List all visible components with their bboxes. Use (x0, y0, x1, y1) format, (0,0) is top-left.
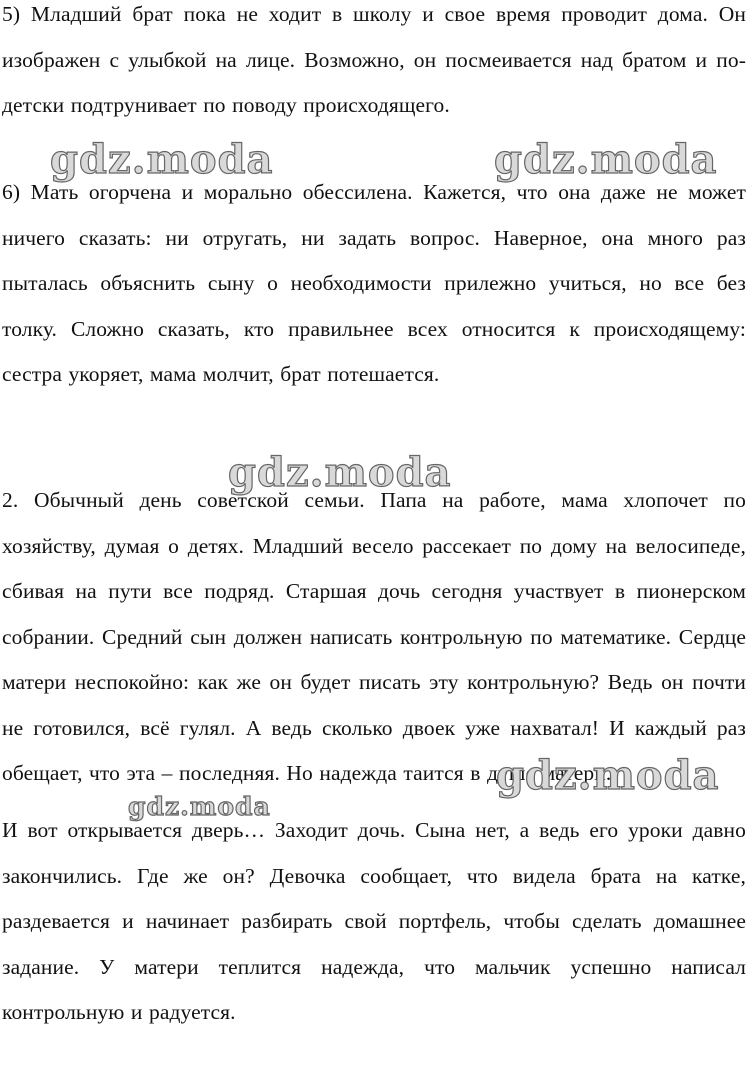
watermark-logo: gdz.moda (50, 136, 274, 183)
paragraph-2-continuation: И вот открывается дверь… Заходит дочь. Сына нет, а ведь его уроки давно закончились. Где же он? Девочка сообщает, что видела брата на катке, раздевается и начинает разбирать свой портфель, чтобы сделать домашнее задание. У матери теплится надежда, что мальчик успешно написал контрольную и радуется. (2, 818, 746, 1024)
watermark-logo: gdz.moda (496, 752, 720, 799)
paragraph-2: 2. Обычный день советской семьи. Папа на работе, мама хлопочет по хозяйству, думая о детях. Младший весело рассекает по дому на велосипеде, сбивая на пути все подряд. Старшая дочь сегодня участвует в пионерском собрании. Средний сын должен написать контрольную по математике. Сердце матери неспокойно: как же он будет писать эту контрольную? Ведь он почти не готовился, всё гулял. А ведь сколько двоек уже нахватал! И каждый раз обещает, что эта – последняя. Но надежда таится в душе матери. (2, 488, 746, 785)
watermark-logo-small: gdz.moda (128, 792, 271, 821)
watermark-logo: gdz.moda (228, 449, 452, 496)
paragraph-6: 6) Мать огорчена и морально обессилена. Кажется, что она даже не может ничего сказать: ни отругать, ни задать вопрос. Наверное, она много раз пыталась объяснить сыну о необходимости прилежно учиться, но все без толку. Сложно сказать, кто правильнее всех относится к происходящему: сестра укоряет, мама молчит, брат потешается. (2, 180, 746, 386)
watermark-logo: gdz.moda (494, 136, 718, 183)
paragraph-5: 5) Младший брат пока не ходит в школу и свое время проводит дома. Он изображен с улыбкой на лице. Возможно, он посмеивается над братом и по-детски подтрунивает по поводу происходящего. (2, 2, 746, 117)
